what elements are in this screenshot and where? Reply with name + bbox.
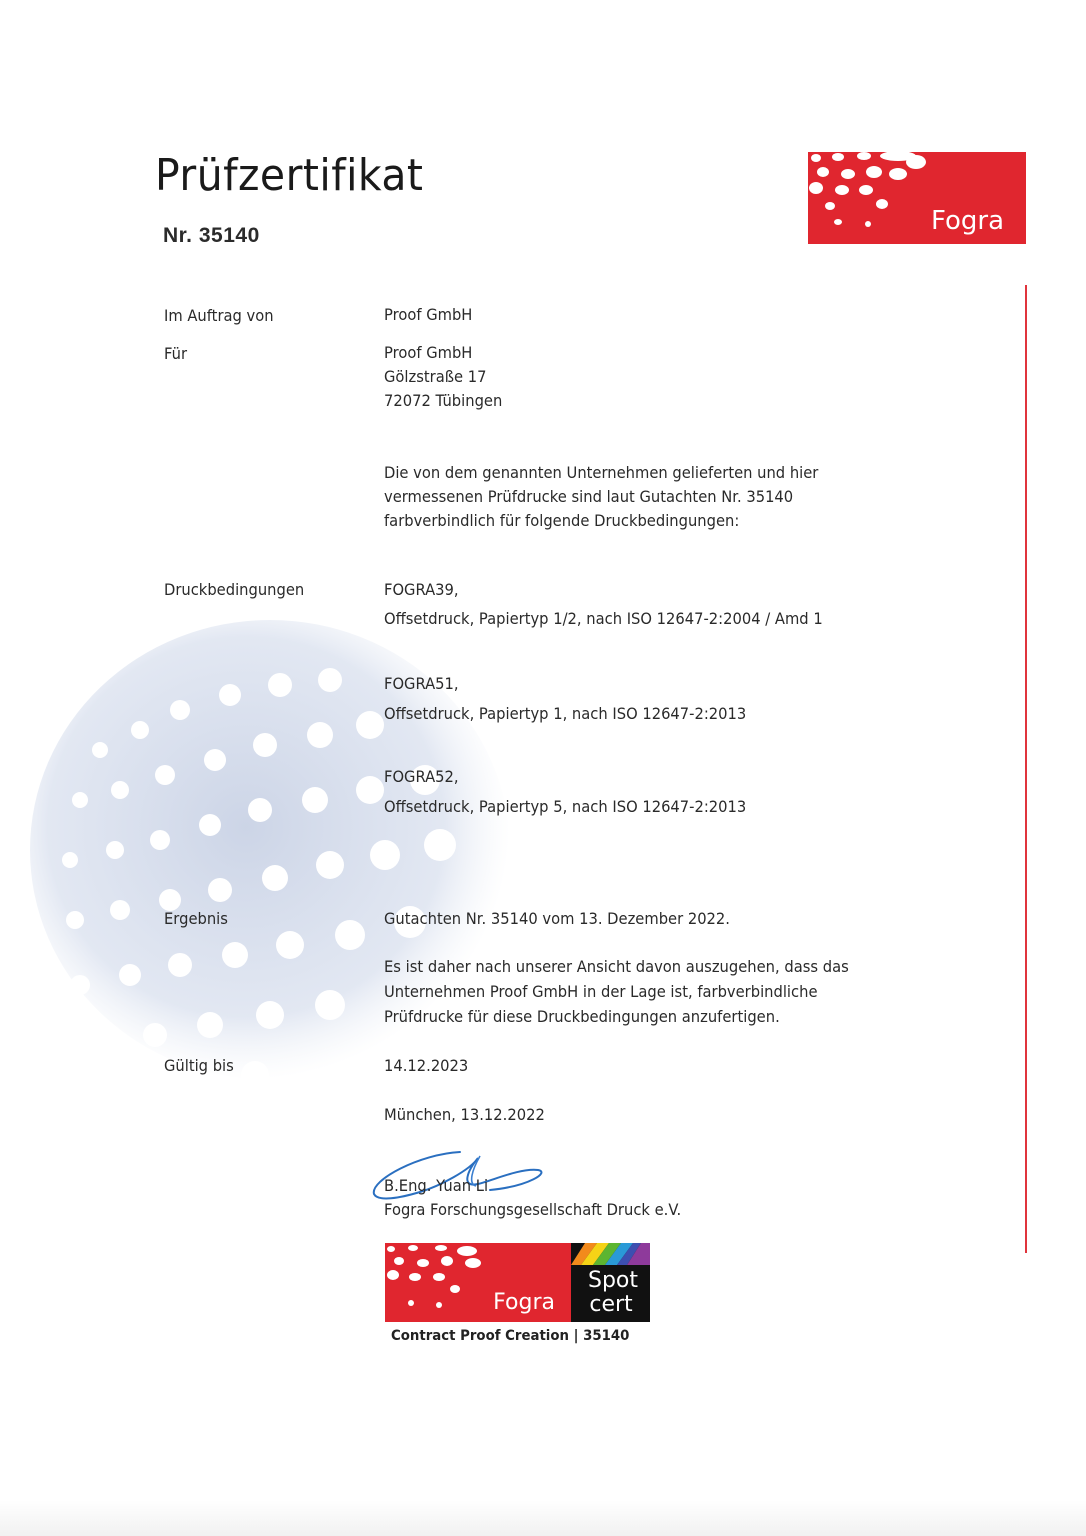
svg-text:Fogra: Fogra xyxy=(493,1290,555,1315)
place-date: München, 13.12.2022 xyxy=(384,1105,545,1124)
signatory-organization: Fogra Forschungsgesellschaft Druck e.V. xyxy=(384,1200,682,1219)
condition-desc: Offsetdruck, Papiertyp 1, nach ISO 12647-2:2013 xyxy=(384,704,747,723)
condition-desc: Offsetdruck, Papiertyp 1/2, nach ISO 12647-2:2004 / Amd 1 xyxy=(384,609,823,628)
certificate-number: Nr. 35140 xyxy=(163,224,260,247)
ergebnis-statement-line3: Prüfdrucke für diese Druckbedingungen anzufertigen. xyxy=(384,1007,780,1026)
fogra-dots-icon xyxy=(808,152,1026,244)
value-im-auftrag-von: Proof GmbH xyxy=(384,305,473,324)
svg-text:Fogra: Fogra xyxy=(930,206,1004,236)
label-fuer: Für xyxy=(164,344,188,363)
label-druckbedingungen: Druckbedingungen xyxy=(164,580,305,599)
ergebnis-statement-line1: Es ist daher nach unserer Ansicht davon auszugehen, dass das xyxy=(384,957,849,976)
fogra-spotcert-badge xyxy=(385,1243,650,1322)
intro-line1: Die von dem genannten Unternehmen gelieferten und hier xyxy=(384,463,819,482)
condition-name: FOGRA51, xyxy=(384,674,459,693)
signatory-name: B.Eng. Yuan Li xyxy=(384,1176,489,1195)
watermark-dots xyxy=(20,600,580,1140)
badge-caption: Contract Proof Creation | 35140 xyxy=(391,1328,630,1344)
ergebnis-statement-line2: Unternehmen Proof GmbH in der Lage ist, farbverbindliche xyxy=(384,982,818,1001)
label-im-auftrag-von: Im Auftrag von xyxy=(164,306,274,325)
value-ergebnis: Gutachten Nr. 35140 vom 13. Dezember 2022. xyxy=(384,909,730,928)
svg-text:Spot: Spot xyxy=(587,1268,639,1293)
svg-text:cert: cert xyxy=(589,1292,633,1317)
value-fuer-line1: Proof GmbH xyxy=(384,343,473,362)
fogra-spotcert-logo-icon xyxy=(385,1243,650,1322)
watermark-icon xyxy=(20,600,580,1140)
intro-line3: farbverbindlich für folgende Druckbedingungen: xyxy=(384,511,740,530)
value-fuer-line3: 72072 Tübingen xyxy=(384,391,503,410)
condition-desc: Offsetdruck, Papiertyp 5, nach ISO 12647-2:2013 xyxy=(384,797,747,816)
fogra-logo xyxy=(808,152,1026,244)
label-ergebnis: Ergebnis xyxy=(164,909,228,928)
condition-name: FOGRA52, xyxy=(384,767,459,786)
condition-name: FOGRA39, xyxy=(384,580,459,599)
certificate-title: Prüfzertifikat xyxy=(155,150,424,201)
value-fuer-line2: Gölzstraße 17 xyxy=(384,367,487,386)
label-gueltig-bis: Gültig bis xyxy=(164,1056,234,1075)
accent-line xyxy=(1025,285,1027,1253)
intro-line2: vermessenen Prüfdrucke sind laut Gutachten Nr. 35140 xyxy=(384,487,794,506)
value-gueltig-bis: 14.12.2023 xyxy=(384,1056,469,1075)
